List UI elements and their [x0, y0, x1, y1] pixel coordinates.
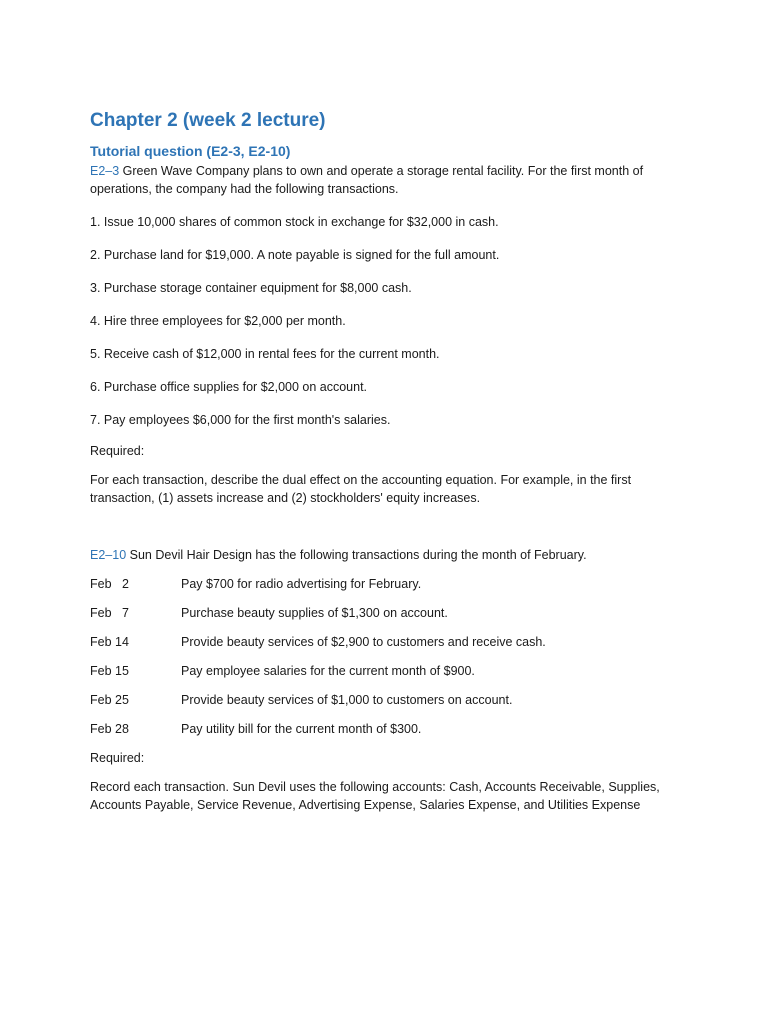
transaction-description: Pay $700 for radio advertising for February. — [181, 577, 422, 591]
transaction-item-1: 1. Issue 10,000 shares of common stock in exchange for $32,000 in cash. — [90, 215, 499, 229]
transaction-item-6: 6. Purchase office supplies for $2,000 on account. — [90, 380, 368, 394]
transaction-item-5: 5. Receive cash of $12,000 in rental fees for the current month. — [90, 347, 440, 361]
e2-10-required-text: Record each transaction. Sun Devil uses the following accounts: Cash, Accounts Receivable, Supplies, Accounts Payable, Service Revenue, Advertising Expense, Salaries Expense, and Utilities Expense — [90, 780, 660, 812]
transaction-date: Feb 25 — [90, 693, 129, 707]
transaction-item-2: 2. Purchase land for $19,000. A note payable is signed for the full amount. — [90, 248, 500, 262]
e2-10-intro — [90, 546, 690, 564]
transaction-date: Feb 14 — [90, 635, 129, 649]
transaction-description: Pay utility bill for the current month of $300. — [181, 722, 422, 736]
e2-3-code: E2–3 — [90, 164, 120, 178]
e2-10-code: E2–10 — [90, 548, 127, 562]
document-page — [90, 108, 690, 814]
transaction-description: Provide beauty services of $1,000 to customers on account. — [181, 693, 513, 707]
transaction-row — [90, 633, 690, 651]
transaction-date: Feb 28 — [90, 722, 129, 736]
e2-10-intro-text: Sun Devil Hair Design has the following transactions during the month of February. — [126, 548, 587, 562]
e2-3-intro-text: Green Wave Company plans to own and operate a storage rental facility. For the first month of operations, the company had the following transactions. — [90, 164, 644, 196]
transaction-date: Feb 7 — [90, 606, 129, 620]
transaction-date: Feb 15 — [90, 664, 129, 678]
transaction-date: Feb 2 — [90, 577, 129, 591]
transaction-description: Purchase beauty supplies of $1,300 on account. — [181, 606, 448, 620]
transaction-item-4: 4. Hire three employees for $2,000 per month. — [90, 314, 346, 328]
transaction-row — [90, 604, 690, 622]
e2-10-required-label: Required: — [90, 751, 145, 765]
transaction-row — [90, 691, 690, 709]
e2-3-required-label: Required: — [90, 444, 145, 458]
transaction-item-7: 7. Pay employees $6,000 for the first month's salaries. — [90, 413, 391, 427]
transaction-item-3: 3. Purchase storage container equipment for $8,000 cash. — [90, 281, 412, 295]
page-title: Chapter 2 (week 2 lecture) — [90, 110, 326, 131]
transaction-description: Provide beauty services of $2,900 to customers and receive cash. — [181, 635, 546, 649]
transaction-description: Pay employee salaries for the current month of $900. — [181, 664, 475, 678]
transaction-row — [90, 575, 690, 593]
page-subtitle: Tutorial question (E2-3, E2-10) — [90, 143, 291, 159]
transaction-row — [90, 662, 690, 680]
e2-3-intro — [90, 162, 690, 198]
transaction-row — [90, 720, 690, 738]
e2-3-required-text: For each transaction, describe the dual effect on the accounting equation. For example, in the first transaction, (1) assets increase and (2) stockholders' equity increases. — [90, 473, 632, 505]
